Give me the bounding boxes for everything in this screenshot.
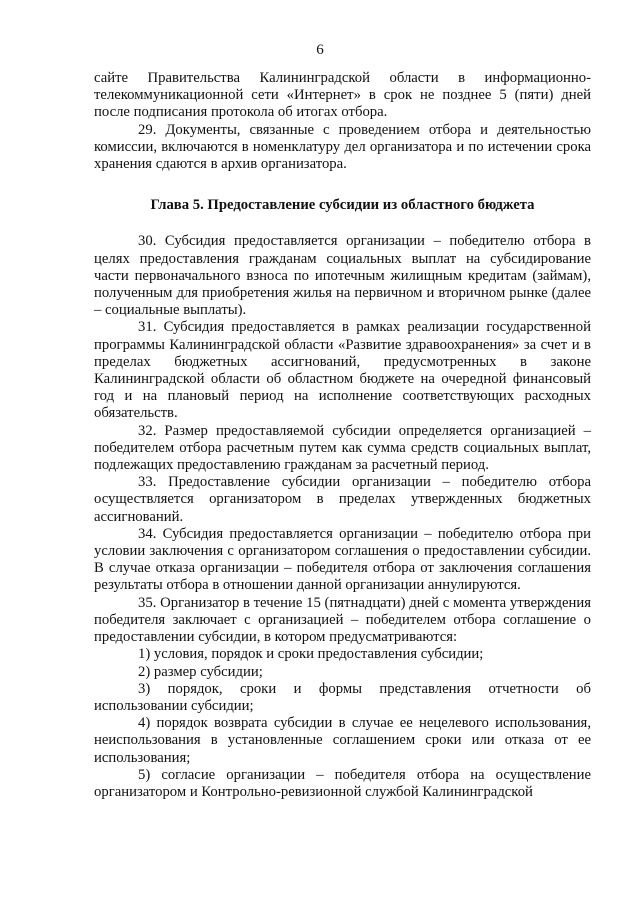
paragraph-30: 30. Субсидия предоставляется организации – победителю отбора в целях предоставления гражданам социальных выплат на субсидирование части первоначального взноса по ипотечным жилищным кредитам (займам), полученным для приобретения жилья на первичном и вторичном рынке (далее – социальные выплаты). [94, 233, 591, 319]
page-number: 6 [316, 42, 324, 58]
paragraph-29: 29. Документы, связанные с проведением отбора и деятельностью комиссии, включаются в номенклатуру дел организатора и по истечении срока хранения сдаются в архив организатора. [94, 121, 591, 173]
paragraph-31: 31. Субсидия предоставляется в рамках реализации государственной программы Калининградской области «Развитие здравоохранения» за счет и в пределах бюджетных ассигнований, предусмотренных в законе Калининградской области об областном бюджете на очередной финансовый год и на плановый период на исполнение соответствующих расходных обязательств. [94, 319, 591, 422]
list-item: 3) порядок, сроки и формы представления отчетности об использовании субсидии; [94, 680, 591, 714]
list-item: 5) согласие организации – победителя отбора на осуществление организатором и Контрольно-ревизионной службой Калининградской [94, 766, 591, 800]
list-item: 4) порядок возврата субсидии в случае ее нецелевого использования, неиспользования в установленные соглашением сроки или отказа от ее использования; [94, 715, 591, 766]
paragraph-34: 34. Субсидия предоставляется организации – победителю отбора при условии заключения с организатором соглашения о предоставлении субсидии. В случае отказа организации – победителя отбора от заключения соглашения результаты отбора в отношении данной организации аннулируются. [94, 525, 591, 594]
chapter-heading: Глава 5. Предоставление субсидии из областного бюджета [150, 197, 535, 214]
document-body [94, 70, 591, 801]
paragraph-continuation: сайте Правительства Калининградской области в информационно-телекоммуникационной сети «Интернет» в срок не позднее 5 (пяти) дней после подписания протокола об итогах отбора. [94, 70, 591, 121]
list-item: 1) условия, порядок и сроки предоставления субсидии; [138, 646, 484, 663]
paragraph-35: 35. Организатор в течение 15 (пятнадцати) дней с момента утверждения победителя заключает с организацией – победителем отбора соглашение о предоставлении субсидии, в котором предусматриваются: [94, 594, 591, 646]
paragraph-33: 33. Предоставление субсидии организации – победителю отбора осуществляется организатором в пределах утвержденных бюджетных ассигнований. [94, 474, 591, 525]
list-item: 2) размер субсидии; [138, 663, 263, 680]
paragraph-32: 32. Размер предоставляемой субсидии определяется организацией – победителем отбора расчетным путем как сумма средств социальных выплат, подлежащих предоставлению гражданам за расчетный период. [94, 422, 591, 474]
